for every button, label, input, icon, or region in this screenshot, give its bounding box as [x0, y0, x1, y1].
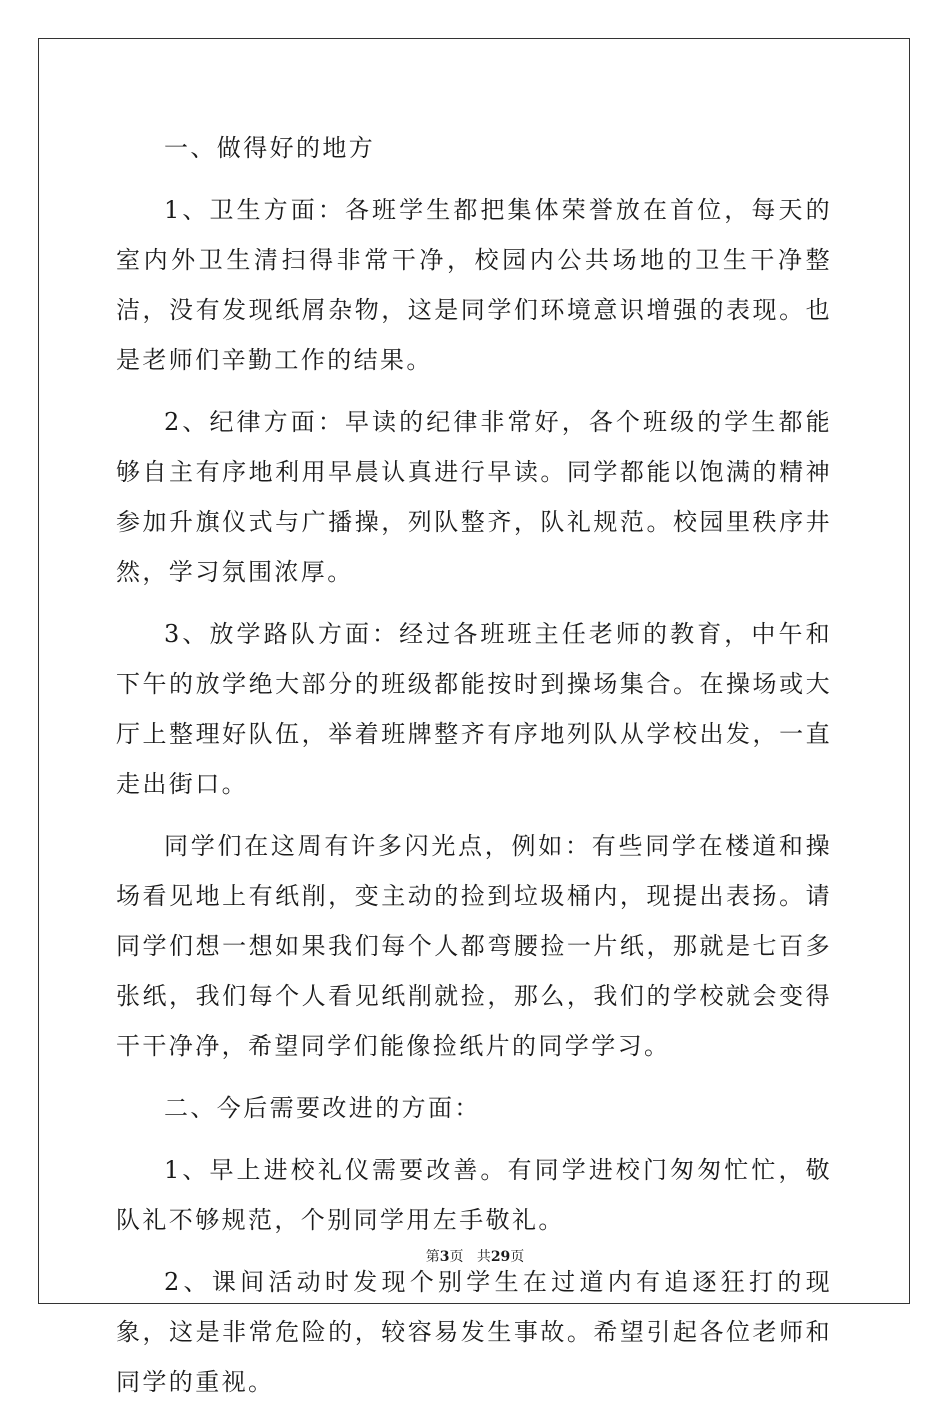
document-body — [116, 123, 832, 1419]
page-number: 3 — [439, 1249, 450, 1265]
paragraph-hygiene: 1、卫生方面：各班学生都把集体荣誉放在首位，每天的室内外卫生清扫得非常干净，校园内公共场地的卫生干净整洁，没有发现纸屑杂物，这是同学们环境意识增强的表现。也是老师们辛勤工作的结果。 — [116, 196, 832, 374]
total-pages: 29 — [490, 1249, 511, 1265]
heading-good-points: 一、做得好的地方 — [164, 134, 376, 162]
paragraph-highlights: 同学们在这周有许多闪光点，例如：有些同学在楼道和操场看见地上有纸削，变主动的捡到垃圾桶内，现提出表扬。请同学们想一想如果我们每个人都弯腰捡一片纸，那就是七百多张纸，我们每个人看见纸削就捡，那么，我们的学校就会变得干干净净，希望同学们能像捡纸片的同学学习。 — [116, 832, 832, 1060]
page-suffix: 页 — [449, 1249, 464, 1265]
paragraph-recess-safety: 2、课间活动时发现个别学生在过道内有追逐狂打的现象，这是非常危险的，较容易发生事故。希望引起各位老师和同学的重视。 — [116, 1268, 832, 1396]
page-footer — [0, 1248, 950, 1266]
page-prefix: 第 — [425, 1249, 440, 1265]
heading-improvements: 二、今后需要改进的方面： — [164, 1094, 481, 1122]
paragraph-morning-etiquette: 1、早上进校礼仪需要改善。有同学进校门匆匆忙忙，敬队礼不够规范，个别同学用左手敬礼。 — [116, 1156, 832, 1234]
total-prefix: 共 — [476, 1249, 491, 1265]
paragraph-dismissal-queue: 3、放学路队方面：经过各班班主任老师的教育，中午和下午的放学绝大部分的班级都能按时到操场集合。在操场或大厅上整理好队伍，举着班牌整齐有序地列队从学校出发，一直走出街口。 — [116, 620, 832, 798]
total-suffix: 页 — [510, 1249, 525, 1265]
paragraph-discipline: 2、纪律方面：早读的纪律非常好，各个班级的学生都能够自主有序地利用早晨认真进行早读。同学都能以饱满的精神参加升旗仪式与广播操，列队整齐，队礼规范。校园里秩序井然，学习氛围浓厚。 — [116, 408, 832, 586]
